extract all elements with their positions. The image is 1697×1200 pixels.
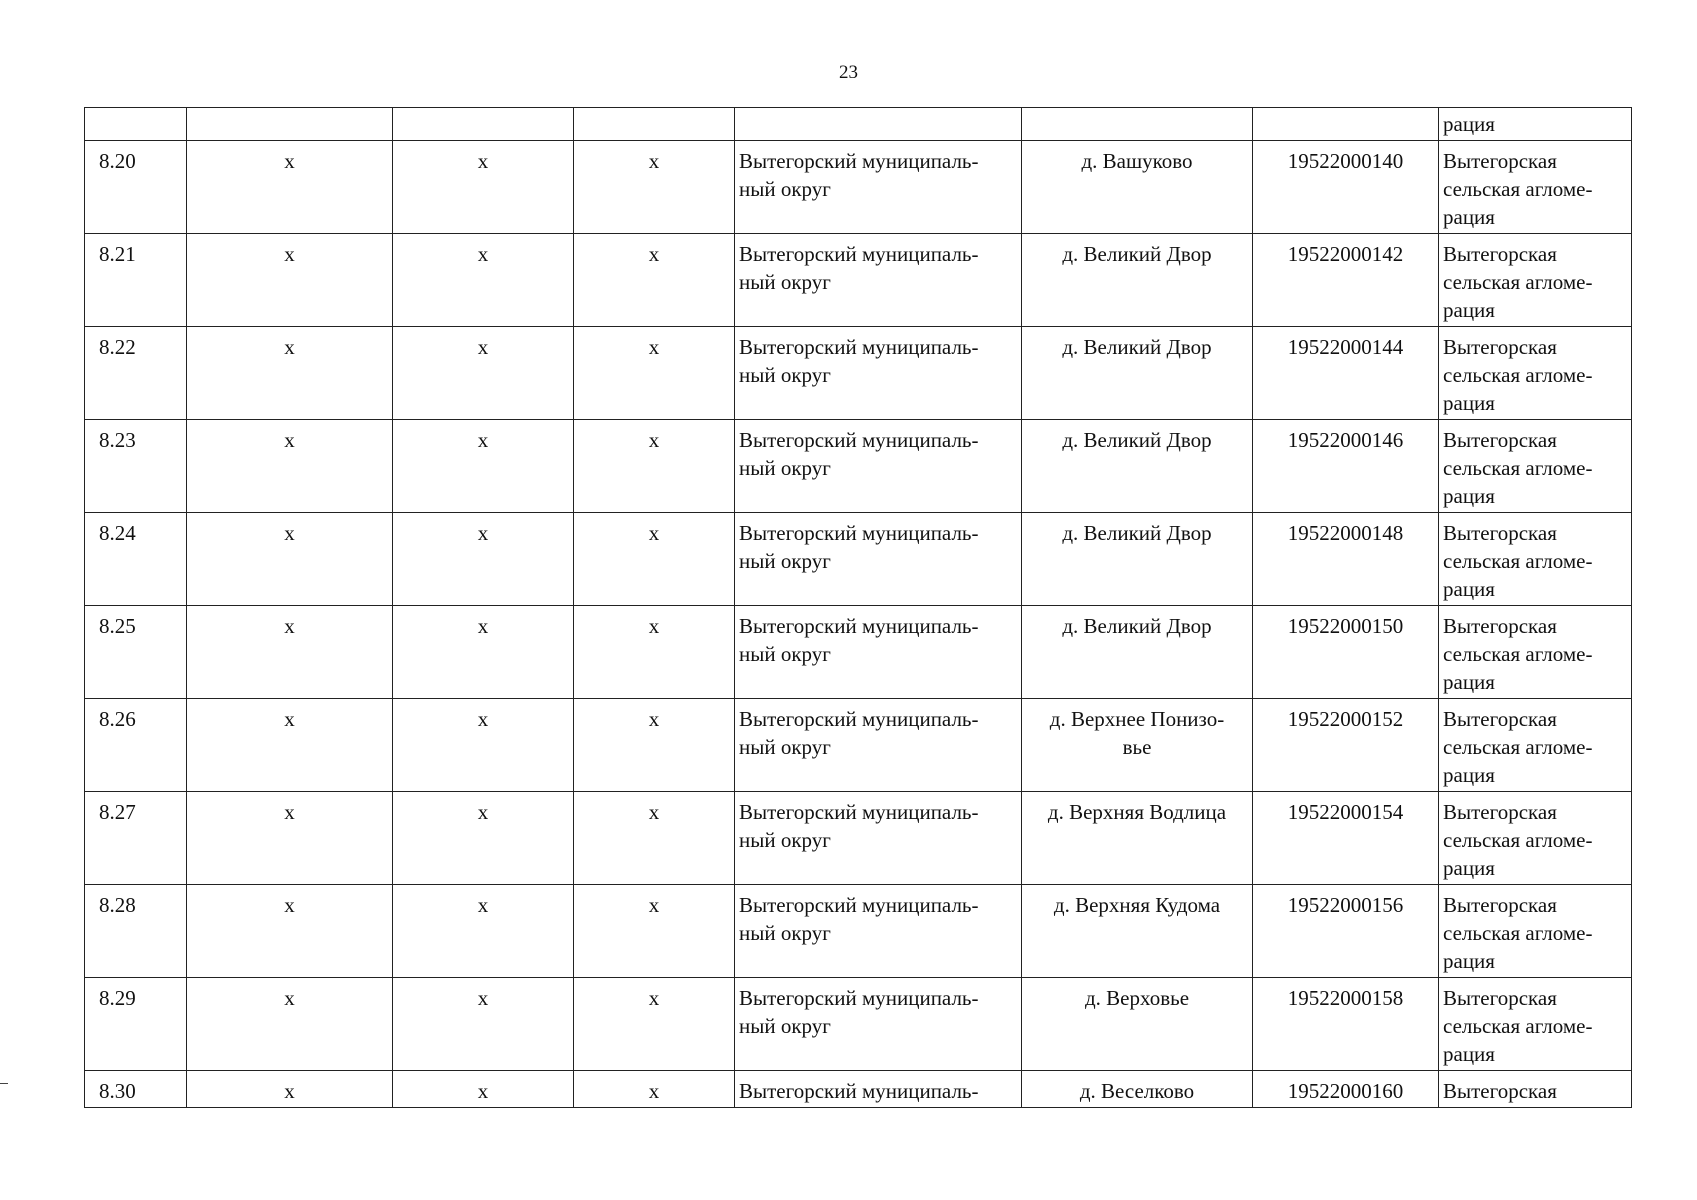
agglomeration-cell: рация	[1439, 108, 1632, 141]
x-cell: х	[574, 699, 735, 792]
municipality-cell: Вытегорский муниципаль- ный округ	[735, 327, 1022, 420]
row-number-cell: 8.30	[85, 1071, 187, 1108]
row-number-cell: 8.29	[85, 978, 187, 1071]
x-cell: х	[393, 141, 574, 234]
row-number-cell: 8.20	[85, 141, 187, 234]
table-row	[85, 513, 1632, 606]
x-cell: х	[187, 327, 393, 420]
x-cell: х	[574, 234, 735, 327]
settlements-table	[84, 107, 1632, 1108]
settlement-cell: д. Верхнее Понизо- вье	[1022, 699, 1253, 792]
settlement-cell: д. Веселково	[1022, 1071, 1253, 1108]
municipality-cell: Вытегорский муниципаль-	[735, 1071, 1022, 1108]
table-row	[85, 978, 1632, 1071]
municipality-cell: Вытегорский муниципаль- ный округ	[735, 420, 1022, 513]
oktmo-code-cell: 19522000152	[1253, 699, 1439, 792]
table-row	[85, 327, 1632, 420]
municipality-cell: Вытегорский муниципаль- ный округ	[735, 978, 1022, 1071]
municipality-cell: Вытегорский муниципаль- ный округ	[735, 792, 1022, 885]
x-cell: х	[574, 420, 735, 513]
agglomeration-cell: Вытегорская сельская агломе- рация	[1439, 792, 1632, 885]
row-number-cell: 8.26	[85, 699, 187, 792]
row-number-cell: 8.28	[85, 885, 187, 978]
x-cell: х	[574, 885, 735, 978]
row-number-cell: 8.22	[85, 327, 187, 420]
row-number-cell: 8.21	[85, 234, 187, 327]
x-cell: х	[574, 978, 735, 1071]
x-cell: х	[574, 606, 735, 699]
agglomeration-cell: Вытегорская сельская агломе- рация	[1439, 699, 1632, 792]
row-number-cell: 8.27	[85, 792, 187, 885]
agglomeration-cell: Вытегорская	[1439, 1071, 1632, 1108]
x-cell: х	[187, 1071, 393, 1108]
oktmo-code-cell: 19522000150	[1253, 606, 1439, 699]
settlement-cell: д. Верхняя Водлица	[1022, 792, 1253, 885]
agglomeration-cell: Вытегорская сельская агломе- рация	[1439, 978, 1632, 1071]
agglomeration-cell: Вытегорская сельская агломе- рация	[1439, 327, 1632, 420]
oktmo-code-cell: 19522000146	[1253, 420, 1439, 513]
page-number: 23	[839, 62, 858, 83]
settlement-cell: д. Великий Двор	[1022, 513, 1253, 606]
x-cell: х	[187, 792, 393, 885]
agglomeration-cell: Вытегорская сельская агломе- рация	[1439, 420, 1632, 513]
x-cell: х	[393, 606, 574, 699]
table-row	[85, 141, 1632, 234]
continuation-row	[85, 108, 1632, 141]
x-cell: х	[187, 885, 393, 978]
oktmo-code-cell: 19522000160	[1253, 1071, 1439, 1108]
table-row	[85, 420, 1632, 513]
oktmo-code-cell: 19522000154	[1253, 792, 1439, 885]
oktmo-code-cell: 19522000142	[1253, 234, 1439, 327]
margin-mark	[0, 1083, 8, 1084]
x-cell: х	[574, 327, 735, 420]
x-cell: х	[574, 141, 735, 234]
agglomeration-cell: Вытегорская сельская агломе- рация	[1439, 234, 1632, 327]
table-row	[85, 606, 1632, 699]
municipality-cell: Вытегорский муниципаль- ный округ	[735, 141, 1022, 234]
oktmo-code-cell: 19522000148	[1253, 513, 1439, 606]
agglomeration-cell: Вытегорская сельская агломе- рация	[1439, 606, 1632, 699]
oktmo-code-cell: 19522000140	[1253, 141, 1439, 234]
row-number-cell: 8.24	[85, 513, 187, 606]
x-cell: х	[187, 699, 393, 792]
x-cell: х	[393, 885, 574, 978]
x-cell: х	[393, 792, 574, 885]
settlement-cell: д. Верховье	[1022, 978, 1253, 1071]
agglomeration-cell: Вытегорская сельская агломе- рация	[1439, 885, 1632, 978]
agglomeration-cell: Вытегорская сельская агломе- рация	[1439, 141, 1632, 234]
settlement-cell: д. Великий Двор	[1022, 327, 1253, 420]
table-row	[85, 792, 1632, 885]
settlement-cell: д. Верхняя Кудома	[1022, 885, 1253, 978]
agglomeration-cell: Вытегорская сельская агломе- рация	[1439, 513, 1632, 606]
x-cell: х	[393, 327, 574, 420]
settlement-cell: д. Великий Двор	[1022, 606, 1253, 699]
settlement-cell: д. Великий Двор	[1022, 420, 1253, 513]
oktmo-code-cell: 19522000144	[1253, 327, 1439, 420]
settlement-cell: д. Вашуково	[1022, 141, 1253, 234]
x-cell: х	[393, 234, 574, 327]
x-cell: х	[574, 1071, 735, 1108]
municipality-cell: Вытегорский муниципаль- ный округ	[735, 234, 1022, 327]
municipality-cell: Вытегорский муниципаль- ный округ	[735, 513, 1022, 606]
x-cell: х	[393, 978, 574, 1071]
table-row	[85, 234, 1632, 327]
table-row	[85, 699, 1632, 792]
table-row	[85, 1071, 1632, 1108]
x-cell: х	[187, 420, 393, 513]
x-cell: х	[393, 1071, 574, 1108]
x-cell: х	[187, 141, 393, 234]
row-number-cell: 8.25	[85, 606, 187, 699]
row-number-cell: 8.23	[85, 420, 187, 513]
municipality-cell: Вытегорский муниципаль- ный округ	[735, 606, 1022, 699]
table-row	[85, 885, 1632, 978]
settlement-cell: д. Великий Двор	[1022, 234, 1253, 327]
municipality-cell: Вытегорский муниципаль- ный округ	[735, 699, 1022, 792]
x-cell: х	[187, 234, 393, 327]
x-cell: х	[393, 699, 574, 792]
x-cell: х	[393, 420, 574, 513]
x-cell: х	[574, 792, 735, 885]
x-cell: х	[187, 513, 393, 606]
x-cell: х	[187, 606, 393, 699]
oktmo-code-cell: 19522000156	[1253, 885, 1439, 978]
municipality-cell: Вытегорский муниципаль- ный округ	[735, 885, 1022, 978]
oktmo-code-cell: 19522000158	[1253, 978, 1439, 1071]
x-cell: х	[574, 513, 735, 606]
x-cell: х	[187, 978, 393, 1071]
x-cell: х	[393, 513, 574, 606]
